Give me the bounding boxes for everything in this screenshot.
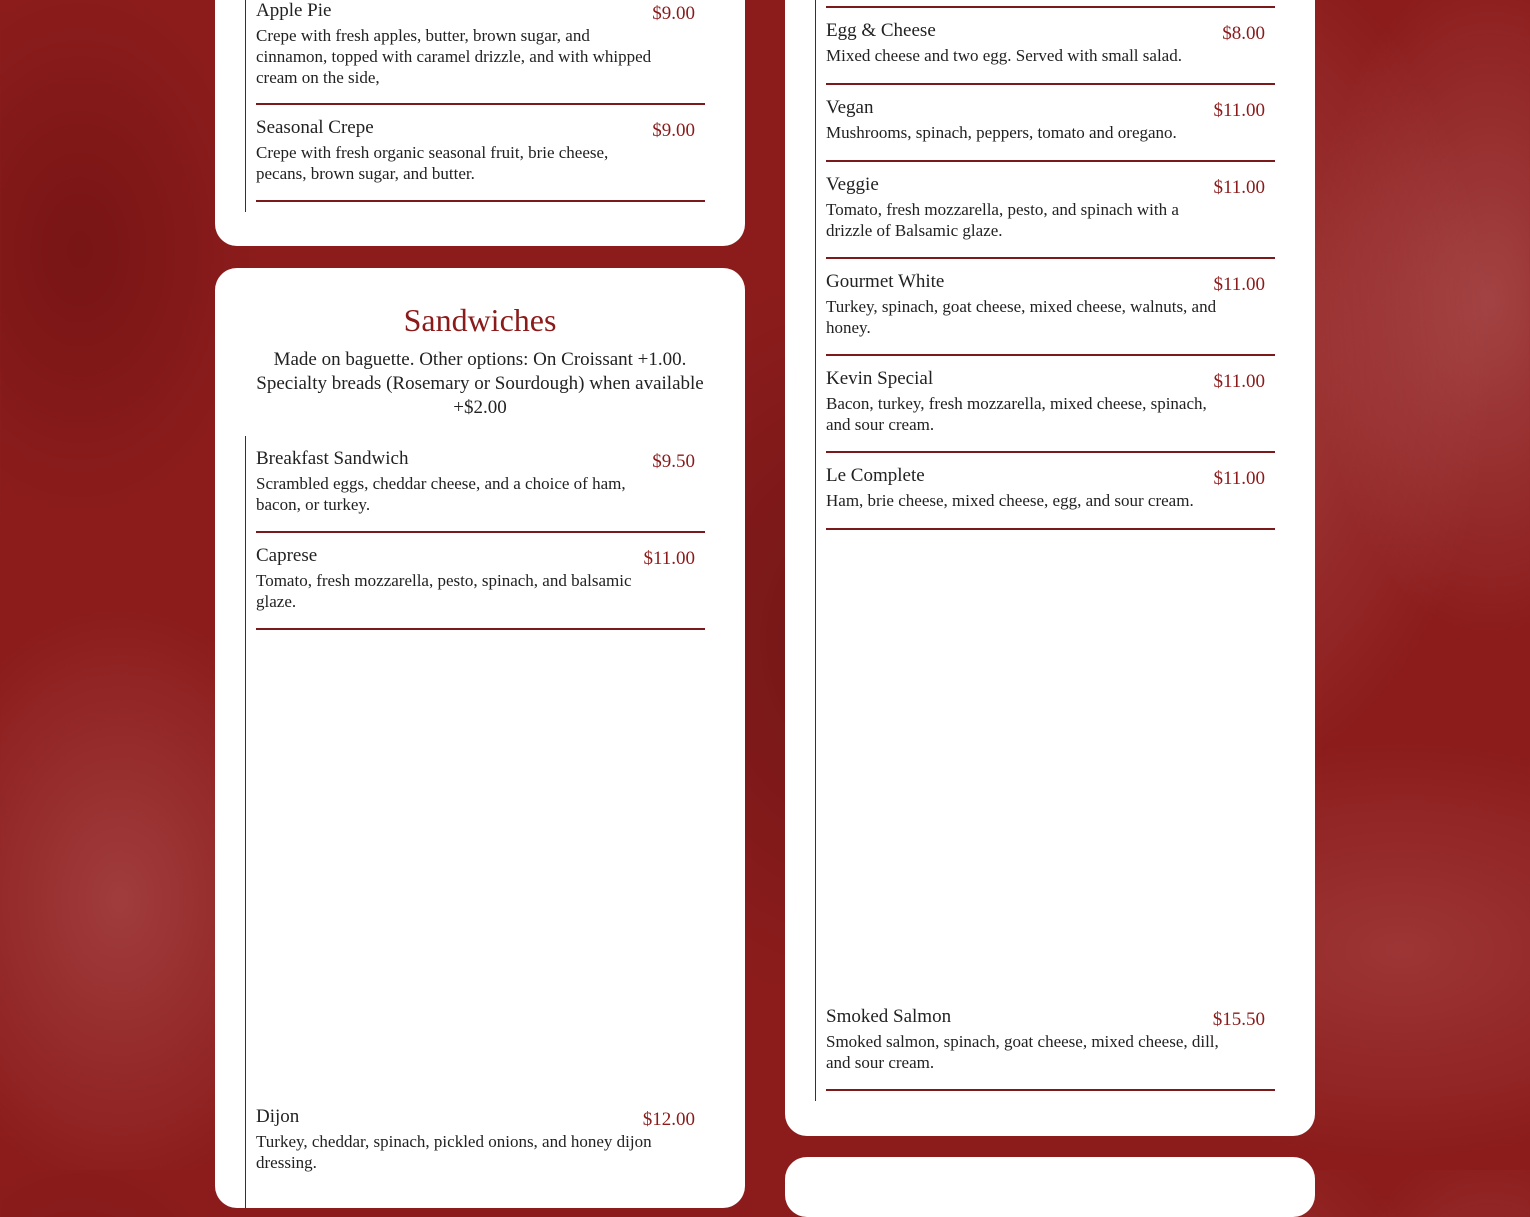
- menu-item-description: Crepe with fresh apples, butter, brown sugar, and cinnamon, topped with caramel drizzle, and with whipped cream on the side,: [256, 26, 652, 87]
- menu-item-description: Mixed cheese and two egg. Served with small salad.: [826, 46, 1182, 65]
- item-divider: [256, 531, 705, 533]
- menu-item-description: Smoked salmon, spinach, goat cheese, mixed cheese, dill, and sour cream.: [826, 1032, 1219, 1072]
- menu-item-name: Apple Pie: [256, 0, 332, 21]
- item-divider: [826, 83, 1275, 85]
- menu-item-description: Ham, brie cheese, mixed cheese, egg, and sour cream.: [826, 491, 1194, 510]
- menu-item-description: Bacon, turkey, fresh mozzarella, mixed cheese, spinach, and sour cream.: [826, 394, 1207, 434]
- menu-item-name: Vegan: [826, 97, 874, 118]
- menu-item-name: Veggie: [826, 174, 879, 195]
- item-divider: [256, 200, 705, 202]
- menu-item-name: Caprese: [256, 545, 318, 566]
- item-divider: [826, 1089, 1275, 1091]
- menu-item-description: Tomato, fresh mozzarella, pesto, and spinach with a drizzle of Balsamic glaze.: [826, 200, 1179, 240]
- menu-item-name: Dijon: [256, 1106, 300, 1127]
- menu-item-kevin-special: [826, 368, 1275, 435]
- item-divider: [826, 528, 1275, 530]
- menu-item-price: $11.00: [1213, 100, 1265, 121]
- menu-item-veggie: [826, 174, 1275, 241]
- menu-item-name: Gourmet White: [826, 271, 945, 292]
- menu-item-gourmet-white: [826, 271, 1275, 338]
- crepes-item-list: [245, 0, 720, 212]
- savory-card: [785, 0, 1315, 1136]
- menu-item-price: $12.00: [642, 1109, 695, 1130]
- menu-item-name: Breakfast Sandwich: [256, 448, 409, 469]
- menu-item-seasonal-crepe: [256, 117, 705, 184]
- menu-item-price: $11.00: [1213, 177, 1265, 198]
- item-divider: [256, 103, 705, 105]
- menu-item-price: $11.00: [643, 548, 695, 569]
- menu-item-dijon: [256, 1106, 705, 1173]
- menu-item-price: $9.50: [652, 451, 695, 472]
- item-divider: [826, 257, 1275, 259]
- menu-item-price: $8.00: [1222, 23, 1265, 44]
- menu-item-price: $11.00: [1213, 371, 1265, 392]
- section-note: Made on baguette. Other options: On Croissant +1.00. Specialty breads (Rosemary or Sourdough) when available +$2.00: [256, 349, 704, 418]
- savory-item-list: [815, 0, 1290, 1101]
- menu-item-description: Tomato, fresh mozzarella, pesto, spinach, and balsamic glaze.: [256, 571, 632, 611]
- item-divider: [256, 628, 705, 630]
- menu-item-price: $11.00: [1213, 274, 1265, 295]
- menu-item-vegan: [826, 97, 1275, 143]
- menu-item-description: Turkey, spinach, goat cheese, mixed cheese, walnuts, and honey.: [826, 297, 1217, 337]
- menu-item-description: Crepe with fresh organic seasonal fruit, brie cheese, pecans, brown sugar, and butter.: [256, 143, 609, 183]
- item-divider: [826, 160, 1275, 162]
- menu-item-name: Smoked Salmon: [826, 1006, 952, 1027]
- menu-item-name: Kevin Special: [826, 368, 934, 389]
- menu-item-le-complete: [826, 465, 1275, 511]
- menu-item-price: $9.00: [652, 3, 695, 24]
- menu-item-breakfast-sandwich: [256, 448, 705, 515]
- menu-item-price: $11.00: [1213, 468, 1265, 489]
- sandwiches-card: [215, 268, 745, 1208]
- menu-item-price: $9.00: [652, 120, 695, 141]
- menu-item-name: Egg & Cheese: [826, 20, 936, 41]
- menu-item-smoked-salmon: [826, 1006, 1275, 1073]
- menu-item-name: Seasonal Crepe: [256, 117, 374, 138]
- crepes-card: [215, 0, 745, 246]
- sandwiches-item-list: [245, 436, 720, 1208]
- menu-item-description: Scrambled eggs, cheddar cheese, and a choice of ham, bacon, or turkey.: [256, 474, 626, 514]
- menu-item-apple-pie: [256, 0, 705, 88]
- menu-item-description: Mushrooms, spinach, peppers, tomato and oregano.: [826, 123, 1177, 142]
- section-title: Sandwiches: [403, 302, 557, 338]
- menu-item-caprese: [256, 545, 705, 612]
- item-divider: [826, 6, 1275, 8]
- item-divider: [826, 354, 1275, 356]
- menu-item-description: Turkey, cheddar, spinach, pickled onions, and honey dijon dressing.: [256, 1132, 652, 1172]
- next-card: [785, 1157, 1315, 1217]
- menu-item-name: Le Complete: [826, 465, 925, 486]
- menu-item-price: $15.50: [1212, 1009, 1265, 1030]
- menu-item-egg-cheese: [826, 20, 1275, 66]
- item-divider: [826, 451, 1275, 453]
